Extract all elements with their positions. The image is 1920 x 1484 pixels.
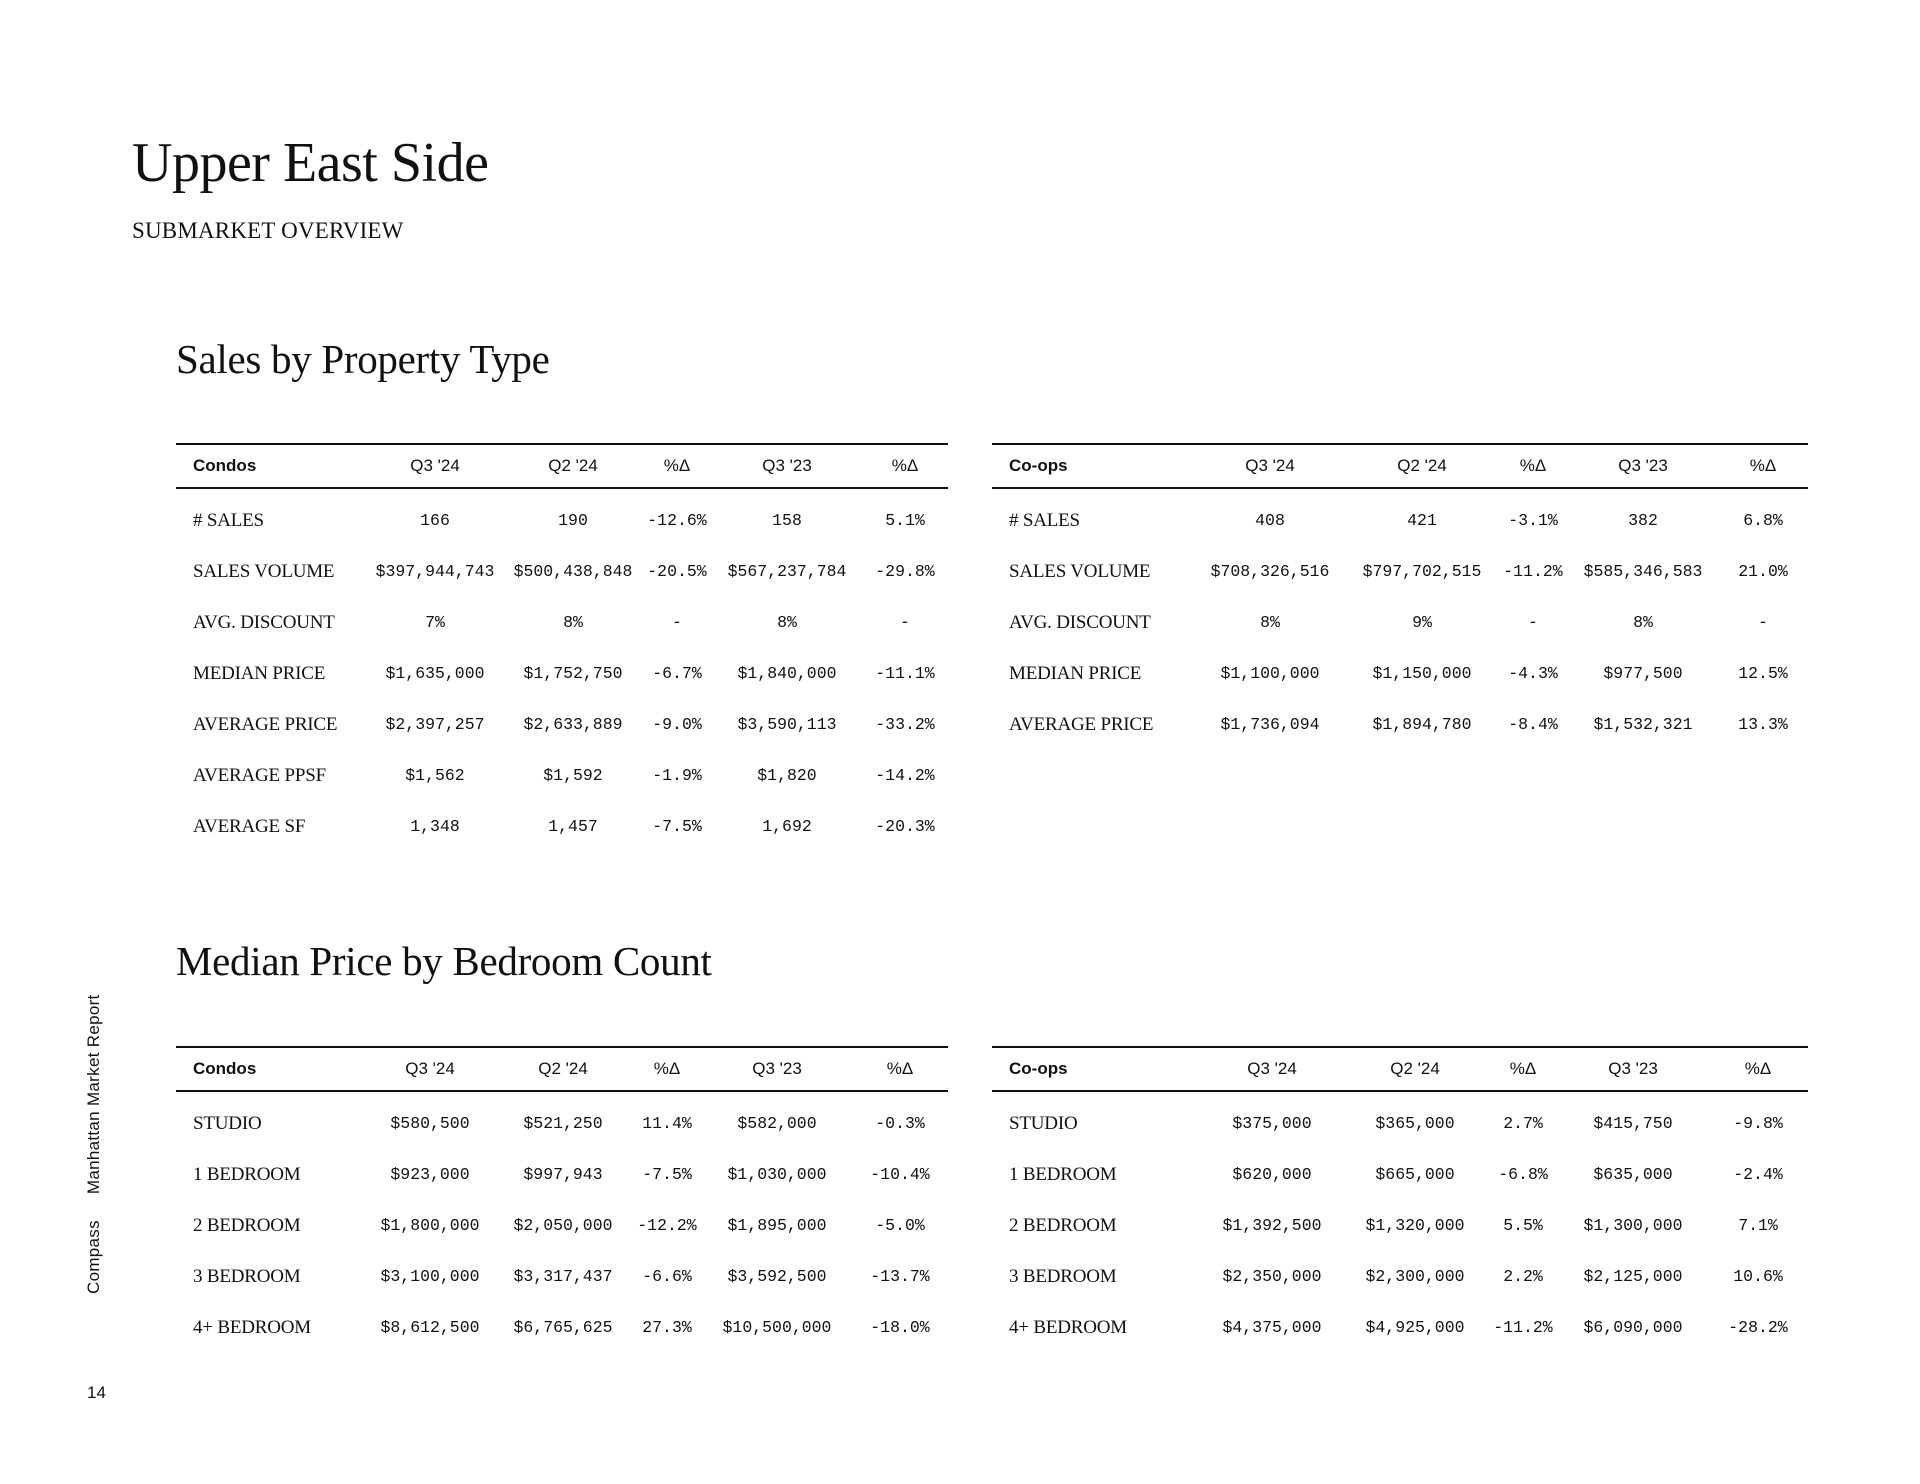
table-cell: 10.6% <box>1733 1267 1783 1286</box>
row-label: 1 BEDROOM <box>1009 1163 1117 1185</box>
row-label: 2 BEDROOM <box>193 1214 301 1236</box>
table-cell: 8% <box>563 613 583 632</box>
table-cell: $997,943 <box>523 1165 603 1184</box>
table-row <box>992 1091 1808 1149</box>
column-header: %Δ <box>632 1047 702 1091</box>
coops-bedroom-table <box>992 1046 1808 1353</box>
table-row <box>992 1200 1808 1251</box>
table-cell: $567,237,784 <box>727 562 847 581</box>
table-row <box>992 597 1808 648</box>
table-category-header: Condos <box>176 1047 366 1091</box>
row-label: SALES VOLUME <box>193 560 335 582</box>
column-header: Q2 '24 <box>1342 1047 1488 1091</box>
row-label: 3 BEDROOM <box>193 1265 301 1287</box>
table-row <box>176 1200 948 1251</box>
table-cell: $620,000 <box>1232 1165 1312 1184</box>
table-cell: 2.7% <box>1503 1114 1543 1133</box>
table-cell: $365,000 <box>1375 1114 1455 1133</box>
column-header: Q3 '24 <box>366 1047 494 1091</box>
row-label: STUDIO <box>193 1112 262 1134</box>
column-header: %Δ <box>852 1047 948 1091</box>
table-cell: 5.1% <box>885 511 925 530</box>
column-header: Q3 '24 <box>1194 444 1346 488</box>
table-cell: $1,800,000 <box>380 1216 480 1235</box>
table-cell: -5.0% <box>875 1216 925 1235</box>
condos-sales-table <box>176 443 948 852</box>
table-cell: -9.8% <box>1733 1114 1783 1133</box>
table-cell: 11.4% <box>642 1114 692 1133</box>
table-cell: 8% <box>1633 613 1653 632</box>
table-category-header: Condos <box>176 444 366 488</box>
row-label: MEDIAN PRICE <box>1009 662 1142 684</box>
row-label: 4+ BEDROOM <box>193 1316 311 1338</box>
table-cell: -18.0% <box>870 1318 930 1337</box>
table-cell: $1,300,000 <box>1583 1216 1683 1235</box>
table-header-row <box>992 1047 1808 1091</box>
table-cell: 408 <box>1255 511 1285 530</box>
table-cell: -7.5% <box>652 817 702 836</box>
row-label: SALES VOLUME <box>1009 560 1151 582</box>
table-cell: -11.2% <box>1503 562 1563 581</box>
table-cell: $3,100,000 <box>380 1267 480 1286</box>
table-cell: $797,702,515 <box>1362 562 1482 581</box>
table-cell: -10.4% <box>870 1165 930 1184</box>
table-cell: $665,000 <box>1375 1165 1455 1184</box>
table-row <box>176 1149 948 1200</box>
column-header: Q2 '24 <box>1346 444 1498 488</box>
footer-report-name: Manhattan Market Report <box>84 994 103 1195</box>
table-cell: -6.8% <box>1498 1165 1548 1184</box>
table-cell: $1,562 <box>405 766 465 785</box>
table-row <box>176 1302 948 1353</box>
table-cell: $1,030,000 <box>727 1165 827 1184</box>
row-label: STUDIO <box>1009 1112 1078 1134</box>
table-cell: 421 <box>1407 511 1437 530</box>
table-cell: -8.4% <box>1508 715 1558 734</box>
table-cell: 13.3% <box>1738 715 1788 734</box>
table-cell: - <box>1528 613 1538 632</box>
table-cell: $6,090,000 <box>1583 1318 1683 1337</box>
table-cell: 8% <box>1260 613 1280 632</box>
table-header-row <box>176 1047 948 1091</box>
table-row <box>992 699 1808 750</box>
page-subtitle: SUBMARKET OVERVIEW <box>132 218 404 243</box>
table-cell: $4,925,000 <box>1365 1318 1465 1337</box>
table-cell: $2,397,257 <box>385 715 485 734</box>
table-cell: $1,820 <box>757 766 817 785</box>
table-row <box>176 699 948 750</box>
table-cell: -9.0% <box>652 715 702 734</box>
table-cell: $1,320,000 <box>1365 1216 1465 1235</box>
table-cell: -28.2% <box>1728 1318 1788 1337</box>
column-header: Q3 '24 <box>366 444 504 488</box>
table-cell: $375,000 <box>1232 1114 1312 1133</box>
table-cell: -12.6% <box>647 511 707 530</box>
table-row <box>176 1091 948 1149</box>
section-title-sales-by-property-type: Sales by Property Type <box>176 336 550 382</box>
row-label: # SALES <box>1009 509 1080 531</box>
row-label: 3 BEDROOM <box>1009 1265 1117 1287</box>
column-header: Q3 '23 <box>702 1047 852 1091</box>
row-label: AVG. DISCOUNT <box>193 611 335 633</box>
row-label: AVERAGE PRICE <box>193 713 338 735</box>
row-label: AVERAGE PRICE <box>1009 713 1154 735</box>
table-cell: $1,736,094 <box>1220 715 1320 734</box>
column-header: Q2 '24 <box>494 1047 632 1091</box>
table-cell: $1,150,000 <box>1372 664 1472 683</box>
table-cell: $8,612,500 <box>380 1318 480 1337</box>
table-cell: -4.3% <box>1508 664 1558 683</box>
table-cell: -33.2% <box>875 715 935 734</box>
table-cell: -3.1% <box>1508 511 1558 530</box>
table-cell: 190 <box>558 511 588 530</box>
table-cell: 27.3% <box>642 1318 692 1337</box>
table-cell: - <box>672 613 682 632</box>
row-label: AVERAGE SF <box>193 815 306 837</box>
table-row <box>992 648 1808 699</box>
column-header: %Δ <box>862 444 948 488</box>
table-cell: -13.7% <box>870 1267 930 1286</box>
table-cell: -20.5% <box>647 562 707 581</box>
page-number: 14 <box>87 1383 106 1402</box>
table-cell: $1,100,000 <box>1220 664 1320 683</box>
table-cell: -20.3% <box>875 817 935 836</box>
table-row <box>176 488 948 546</box>
table-cell: -14.2% <box>875 766 935 785</box>
table-cell: 158 <box>772 511 802 530</box>
table-cell: $580,500 <box>390 1114 470 1133</box>
table-cell: $415,750 <box>1593 1114 1673 1133</box>
page-title: Upper East Side <box>132 132 489 194</box>
table-cell: $1,592 <box>543 766 603 785</box>
table-cell: 2.2% <box>1503 1267 1543 1286</box>
table-row <box>176 648 948 699</box>
table-row <box>992 1149 1808 1200</box>
row-label: MEDIAN PRICE <box>193 662 326 684</box>
table-cell: 21.0% <box>1738 562 1788 581</box>
table-cell: 8% <box>777 613 797 632</box>
column-header: Q3 '23 <box>1558 1047 1708 1091</box>
table-cell: $2,633,889 <box>523 715 623 734</box>
table-category-header: Co-ops <box>992 1047 1202 1091</box>
column-header: Q3 '24 <box>1202 1047 1342 1091</box>
table-cell: -11.1% <box>875 664 935 683</box>
table-cell: $708,326,516 <box>1210 562 1330 581</box>
row-label: # SALES <box>193 509 264 531</box>
table-row <box>176 801 948 852</box>
table-cell: $521,250 <box>523 1114 603 1133</box>
table-row <box>992 1302 1808 1353</box>
row-label: 1 BEDROOM <box>193 1163 301 1185</box>
table-cell: 12.5% <box>1738 664 1788 683</box>
column-header: Q2 '24 <box>504 444 642 488</box>
table-cell: $1,635,000 <box>385 664 485 683</box>
row-label: 2 BEDROOM <box>1009 1214 1117 1236</box>
table-cell: 7% <box>425 613 445 632</box>
table-cell: $1,894,780 <box>1372 715 1472 734</box>
column-header: Q3 '23 <box>712 444 862 488</box>
table-cell: $2,125,000 <box>1583 1267 1683 1286</box>
sidebar-footer <box>80 954 108 1294</box>
table-cell: 1,457 <box>548 817 598 836</box>
table-cell: $582,000 <box>737 1114 817 1133</box>
condos-bedroom-table <box>176 1046 948 1353</box>
table-cell: 6.8% <box>1743 511 1783 530</box>
row-label: 4+ BEDROOM <box>1009 1316 1127 1338</box>
table-row <box>992 546 1808 597</box>
table-cell: $977,500 <box>1603 664 1683 683</box>
table-cell: -2.4% <box>1733 1165 1783 1184</box>
table-cell: -0.3% <box>875 1114 925 1133</box>
table-cell: $2,300,000 <box>1365 1267 1465 1286</box>
table-cell: $2,350,000 <box>1222 1267 1322 1286</box>
table-cell: 9% <box>1412 613 1432 632</box>
table-category-header: Co-ops <box>992 444 1194 488</box>
table-cell: $635,000 <box>1593 1165 1673 1184</box>
table-cell: $10,500,000 <box>722 1318 832 1337</box>
table-cell: -6.6% <box>642 1267 692 1286</box>
table-cell: $3,592,500 <box>727 1267 827 1286</box>
table-row <box>992 488 1808 546</box>
table-cell: -29.8% <box>875 562 935 581</box>
table-cell: $3,317,437 <box>513 1267 613 1286</box>
table-row <box>176 1251 948 1302</box>
table-row <box>176 750 948 801</box>
column-header: %Δ <box>642 444 712 488</box>
table-cell: - <box>1758 613 1768 632</box>
footer-brand: Compass <box>84 1220 103 1294</box>
table-cell: $1,895,000 <box>727 1216 827 1235</box>
row-label: AVERAGE PPSF <box>193 764 326 786</box>
table-cell: -11.2% <box>1493 1318 1553 1337</box>
table-cell: -12.2% <box>637 1216 697 1235</box>
table-cell: $4,375,000 <box>1222 1318 1322 1337</box>
table-cell: $3,590,113 <box>737 715 837 734</box>
table-cell: $1,392,500 <box>1222 1216 1322 1235</box>
table-cell: 7.1% <box>1738 1216 1778 1235</box>
column-header: %Δ <box>1718 444 1808 488</box>
table-cell: $923,000 <box>390 1165 470 1184</box>
table-cell: $1,532,321 <box>1593 715 1693 734</box>
table-cell: $500,438,848 <box>513 562 633 581</box>
coops-sales-table <box>992 443 1808 750</box>
table-row <box>992 1251 1808 1302</box>
table-cell: -7.5% <box>642 1165 692 1184</box>
table-header-row <box>992 444 1808 488</box>
table-cell: -1.9% <box>652 766 702 785</box>
table-header-row <box>176 444 948 488</box>
table-cell: 1,692 <box>762 817 812 836</box>
table-cell: $1,752,750 <box>523 664 623 683</box>
table-cell: 382 <box>1628 511 1658 530</box>
table-cell: $397,944,743 <box>375 562 495 581</box>
column-header: %Δ <box>1488 1047 1558 1091</box>
table-cell: $585,346,583 <box>1583 562 1703 581</box>
table-cell: $1,840,000 <box>737 664 837 683</box>
table-row <box>176 546 948 597</box>
table-cell: $2,050,000 <box>513 1216 613 1235</box>
column-header: %Δ <box>1498 444 1568 488</box>
column-header: Q3 '23 <box>1568 444 1718 488</box>
table-cell: 5.5% <box>1503 1216 1543 1235</box>
table-cell: 1,348 <box>410 817 460 836</box>
table-cell: - <box>900 613 910 632</box>
table-cell: -6.7% <box>652 664 702 683</box>
table-cell: 166 <box>420 511 450 530</box>
table-row <box>176 597 948 648</box>
section-title-median-price-by-bedroom: Median Price by Bedroom Count <box>176 938 712 984</box>
row-label: AVG. DISCOUNT <box>1009 611 1151 633</box>
column-header: %Δ <box>1708 1047 1808 1091</box>
table-cell: $6,765,625 <box>513 1318 613 1337</box>
